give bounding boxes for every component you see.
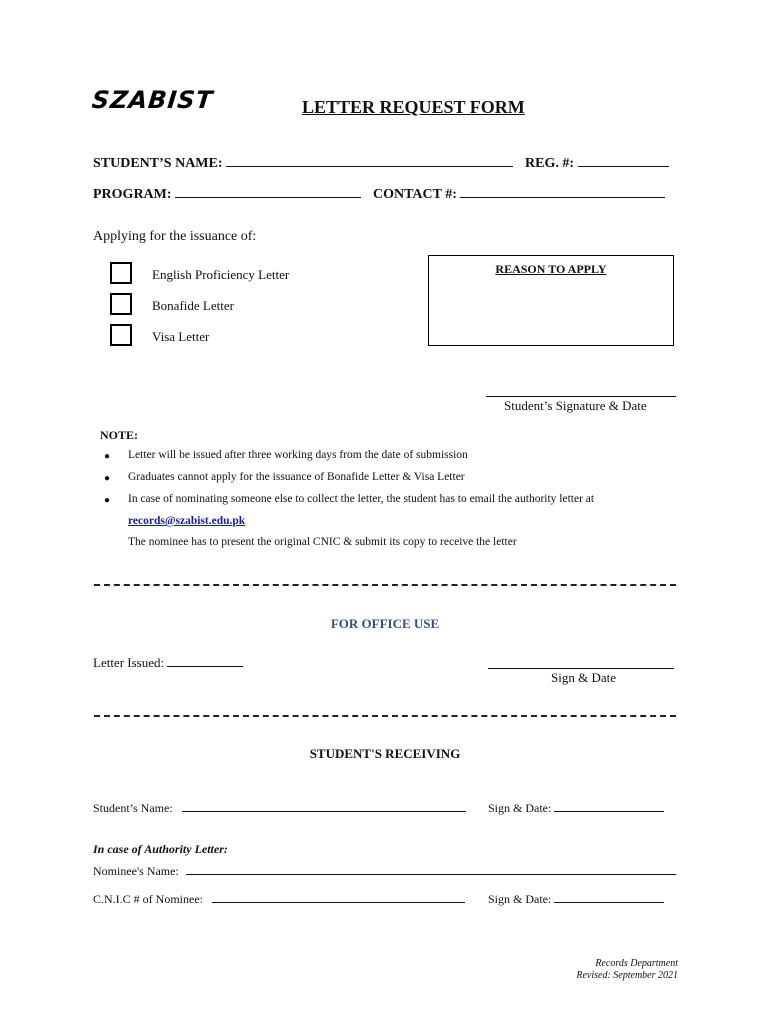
bonafide-checkbox[interactable] <box>110 293 132 315</box>
records-email-link[interactable]: records@szabist.edu.pk <box>128 515 246 527</box>
bullet-icon: ● <box>104 495 111 506</box>
english-proficiency-checkbox[interactable] <box>110 262 132 284</box>
nominee-name-label: Nominee's Name: <box>93 864 179 878</box>
applying-label: Applying for the issuance of: <box>93 229 257 244</box>
note-item: Graduates cannot apply for the issuance of Bonafide Letter & Visa Letter <box>128 471 465 483</box>
footer-department: Records Department <box>595 958 678 969</box>
reg-label: REG. #: <box>525 156 574 171</box>
note-item: In case of nominating someone else to collect the letter, the student has to email the authority letter at <box>128 493 595 505</box>
english-proficiency-label: English Proficiency Letter <box>152 267 290 282</box>
note-title: NOTE: <box>100 428 139 442</box>
nominee-sign-date-field[interactable] <box>488 891 664 907</box>
student-name-line[interactable] <box>226 152 513 167</box>
receiving-student-name-field[interactable] <box>93 800 466 816</box>
receiving-sign-date-field[interactable] <box>488 800 664 816</box>
dashed-divider <box>94 584 676 586</box>
visa-checkbox[interactable] <box>110 324 132 346</box>
footer <box>576 958 678 982</box>
bullet-icon: ● <box>104 451 111 462</box>
program-label: PROGRAM: <box>93 187 172 202</box>
contact-line[interactable] <box>460 183 665 198</box>
letter-issued-line[interactable] <box>167 654 243 667</box>
nominee-sign-date-label: Sign & Date: <box>488 892 552 906</box>
footer-revised: Revised: September 2021 <box>576 970 678 981</box>
reg-field[interactable] <box>525 152 669 172</box>
reg-line[interactable] <box>578 152 669 167</box>
receiving-sign-date-label: Sign & Date: <box>488 801 552 815</box>
nominee-cnic-label: C.N.I.C # of Nominee: <box>93 892 203 906</box>
bullet-icon: ● <box>104 473 111 484</box>
program-line[interactable] <box>175 183 361 198</box>
office-sign-line[interactable] <box>488 668 674 669</box>
nominee-name-line[interactable] <box>186 863 676 875</box>
page-title: LETTER REQUEST FORM <box>302 97 525 117</box>
student-name-label: STUDENT’S NAME: <box>93 156 223 171</box>
office-use-title: FOR OFFICE USE <box>330 616 440 631</box>
dashed-divider <box>94 715 676 717</box>
contact-label: CONTACT #: <box>373 187 457 202</box>
student-signature-label: Student’s Signature & Date <box>504 398 647 413</box>
bonafide-label: Bonafide Letter <box>152 298 234 313</box>
note-item: Letter will be issued after three working days from the date of submission <box>128 449 468 461</box>
nominee-sign-date-line[interactable] <box>554 891 664 903</box>
student-name-field[interactable] <box>93 152 513 172</box>
note-item-nominee: The nominee has to present the original CNIC & submit its copy to receive the letter <box>128 536 517 548</box>
szabist-logo: SZABIST <box>90 86 215 114</box>
nominee-name-field[interactable] <box>93 863 676 879</box>
receiving-student-name-line[interactable] <box>182 800 466 812</box>
letter-issued-field[interactable] <box>93 654 243 671</box>
receiving-sign-date-line[interactable] <box>554 800 664 812</box>
students-receiving-title: STUDENT'S RECEIVING <box>309 746 461 761</box>
authority-letter-heading: In case of Authority Letter: <box>93 842 228 856</box>
office-sign-date-label: Sign & Date <box>551 670 616 685</box>
reason-title: REASON TO APPLY <box>495 262 607 276</box>
program-field[interactable] <box>93 183 361 203</box>
nominee-cnic-field[interactable] <box>93 891 465 907</box>
contact-field[interactable] <box>373 183 665 203</box>
visa-label: Visa Letter <box>152 329 210 344</box>
reason-box[interactable] <box>428 255 674 346</box>
student-signature-line[interactable] <box>486 396 676 397</box>
letter-issued-label: Letter Issued: <box>93 655 165 670</box>
receiving-student-name-label: Student’s Name: <box>93 801 173 815</box>
nominee-cnic-line[interactable] <box>212 891 465 903</box>
